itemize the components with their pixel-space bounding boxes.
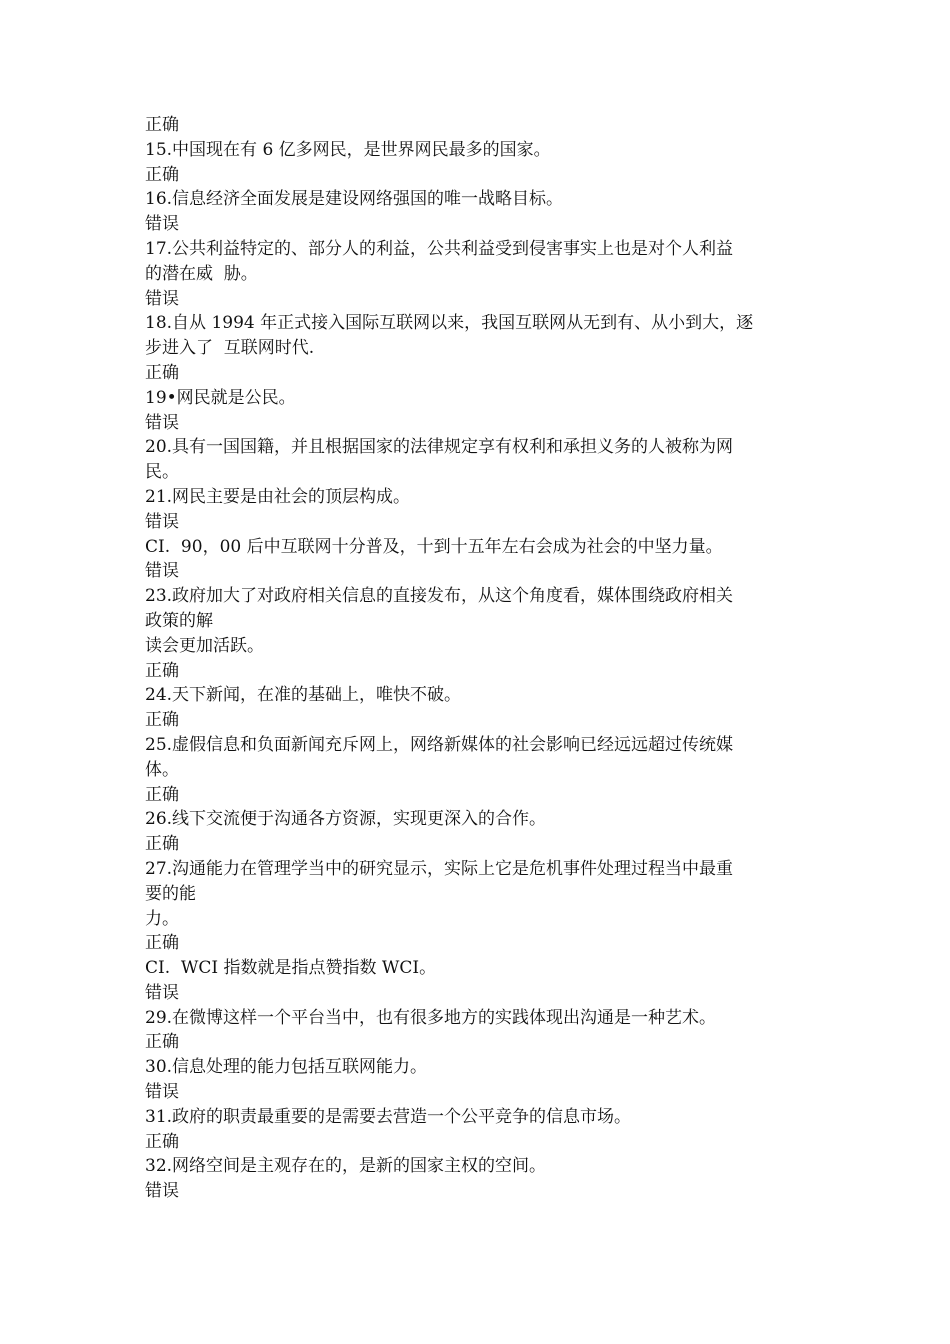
text-line: 23.政府加大了对政府相关信息的直接发布，从这个角度看，媒体围绕政府相关 (145, 586, 734, 607)
text-line: CI. 90，00 后中互联网十分普及，十到十五年左右会成为社会的中坚力量。 (145, 536, 723, 557)
text-line: 25.虚假信息和负面新闻充斥网上，网络新媒体的社会影响已经远远超过传统媒 (145, 734, 734, 755)
text-line: 17.公共利益特定的、部分人的利益，公共利益受到侵害事实上也是对个人利益 (145, 238, 734, 259)
text-line: 要的能 (145, 883, 196, 904)
text-line: 正确 (145, 164, 179, 185)
text-line: 体。 (145, 759, 179, 780)
text-line: 政策的解 (145, 610, 213, 631)
text-line: 的潜在威 胁。 (145, 263, 258, 284)
text-line: 错误 (145, 511, 179, 532)
text-line: 18.自从 1994 年正式接入国际互联网以来，我国互联网从无到有、从小到大，逐 (145, 313, 754, 334)
text-line: 27.沟通能力在管理学当中的研究显示，实际上它是危机事件处理过程当中最重 (145, 858, 734, 879)
text-line: 步进入了 互联网时代. (145, 338, 315, 359)
text-line: 错误 (145, 1082, 179, 1103)
text-line: 29.在微博这样一个平台当中，也有很多地方的实践体现出沟通是一种艺术。 (145, 1007, 717, 1028)
text-line: 民。 (145, 462, 179, 483)
text-line: 19•网民就是公民。 (145, 387, 296, 408)
text-line: 31.政府的职责最重要的是需要去营造一个公平竞争的信息市场。 (145, 1106, 632, 1127)
text-line: 正确 (145, 1032, 179, 1053)
text-line: 正确 (145, 710, 179, 731)
text-line: 30.信息处理的能力包括互联网能力。 (145, 1057, 428, 1078)
text-line: 正确 (145, 933, 179, 954)
text-line: 21.网民主要是由社会的顶层构成。 (145, 486, 411, 507)
text-line: 26.线下交流便于沟通各方资源，实现更深入的合作。 (145, 809, 547, 830)
text-line: 错误 (145, 982, 179, 1003)
text-line: 错误 (145, 561, 179, 582)
text-line: 读会更加活跃。 (145, 635, 264, 656)
text-line: 错误 (145, 214, 179, 235)
text-line: 正确 (145, 362, 179, 383)
text-line: 24.天下新闻，在准的基础上，唯快不破。 (145, 685, 462, 706)
text-line: 正确 (145, 115, 179, 135)
text-line: 正确 (145, 834, 179, 855)
text-line: 错误 (145, 288, 179, 309)
text-line: 正确 (145, 1131, 179, 1152)
text-line: 20.具有一国国籍，并且根据国家的法律规定享有权利和承担义务的人被称为网 (145, 437, 734, 458)
document-body (145, 113, 825, 1204)
text-line: CI. WCI 指数就是指点赞指数 WCI。 (145, 958, 437, 979)
text-line: 错误 (145, 1181, 179, 1202)
text-line: 16.信息经济全面发展是建设网络强国的唯一战略目标。 (145, 189, 564, 210)
text-line: 正确 (145, 784, 179, 805)
text-line: 错误 (145, 412, 179, 433)
text-line: 32.网络空间是主观存在的，是新的国家主权的空间。 (145, 1156, 547, 1177)
text-line: 15.中国现在有 6 亿多网民，是世界网民最多的国家。 (145, 139, 551, 160)
text-line: 力。 (145, 908, 179, 929)
text-line: 正确 (145, 660, 179, 681)
